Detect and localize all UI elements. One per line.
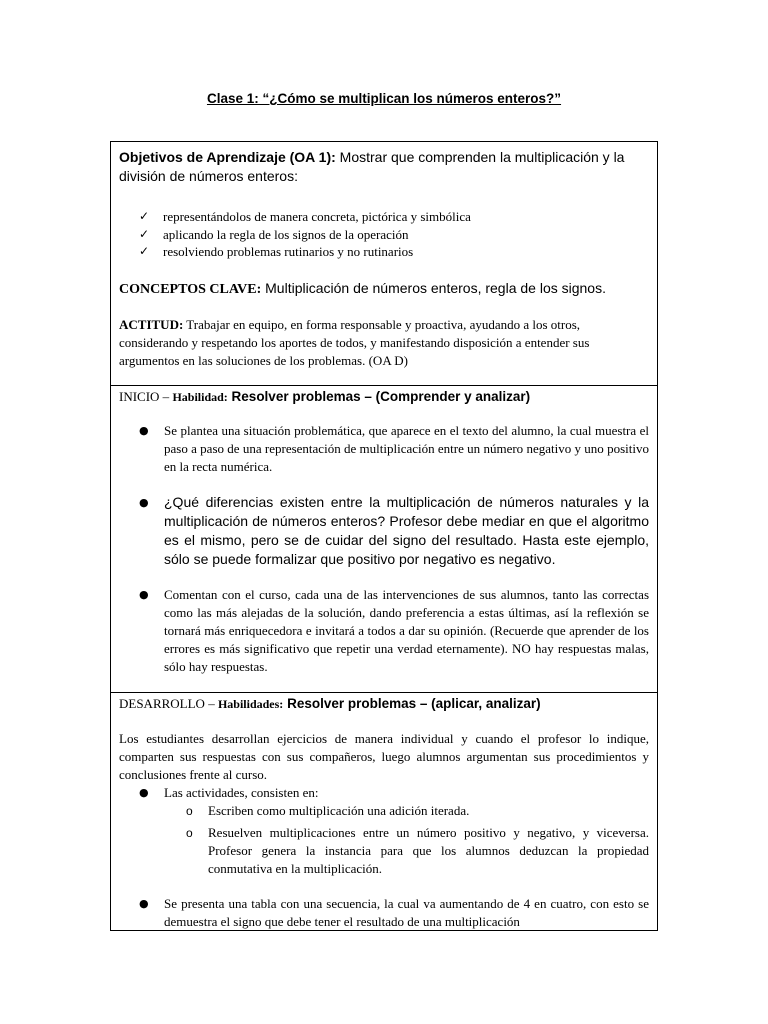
objectives-text: Mostrar que comprenden la multiplicación y la división de números enteros: [119,149,625,184]
objectives-cell [111,142,657,386]
desarrollo-cell [111,693,657,931]
conceptos-label: CONCEPTOS CLAVE: [119,282,262,297]
sub-list-item: o Resuelven multiplicaciones entre un número positivo y negativo, y viceversa. Profesor genera la instancia para que los alumnos deduzcan la propiedad conmutativa en la multiplicación. [186,825,649,876]
list-item: ● ¿Qué diferencias existen entre la multiplicación de números naturales y la multiplicación de números enteros? Profesor debe mediar en que el algoritmo es el mismo, pero se de cuidar del signo del resultado. Hasta este ejemplo, sólo se puede formalizar que positivo por negativo es negativo. [139,494,649,567]
list-item: ● Se plantea una situación problemática, que aparece en el texto del alumno, la cual muestra el paso a paso de una representación de multiplicación entre un número negativo y uno positivo en la recta numérica. [139,423,649,474]
list-item: ● Se presenta una tabla con una secuencia, la cual va aumentando de 4 en cuatro, con esto se demuestra el signo que debe tener el resultado de una multiplicación [139,896,649,929]
bullet-icon: ● [139,786,149,799]
actitud-label: ACTITUD: [119,317,184,332]
conceptos-clave [119,279,649,299]
list-item: ✓ aplicando la regla de los signos de la operación [139,226,409,242]
conceptos-text: Multiplicación de números enteros, regla de los signos. [261,280,606,296]
checkmark-icon: ✓ [139,244,150,258]
sub-list-item: o Escriben como multiplicación una adición iterada. [186,803,470,818]
list-item: ● Las actividades, consisten en: [139,785,319,800]
objectives-heading: Objetivos de Aprendizaje (OA 1): [119,149,336,165]
list-item: ● Comentan con el curso, cada una de las intervenciones de sus alumnos, tanto las correctas como las más alejadas de la solución, dando preferencia a estas últimas, así la reflexión se tornará más enriquecedora e invitará a todos a dar su opinión. (Recuerde que aprender de los errores es más significativo que repetir una verdad eternamente). NO hay respuestas malas, sólo hay respuestas. [139,587,649,674]
bullet-icon: ● [139,496,149,509]
inicio-heading: INICIO – Habilidad: Resolver problemas – (Comprender y analizar) [119,389,531,404]
desarrollo-heading: DESARROLLO – Habilidades: Resolver problemas – (aplicar, analizar) [119,696,541,711]
objectives-list [139,208,649,261]
desarrollo-intro: Los estudiantes desarrollan ejercicios de manera individual y cuando el profesor lo indique, comparten sus respuestas con sus compañeros, luego alumnos argumentan sus procedimientos y conclusiones frente al curso. [119,731,649,782]
lesson-table [110,141,658,931]
circle-bullet-icon: o [186,804,193,818]
actitud-text: Trabajar en equipo, en forma responsable y proactiva, ayudando a los otros, considerando y respetando los aportes de todos, y manifestando disposición a entender sus argumentos en las soluciones de los problemas. (OA D) [119,317,590,368]
circle-bullet-icon: o [186,826,193,840]
page-title: Clase 1: “¿Cómo se multiplican los números enteros?” [206,91,562,106]
bullet-icon: ● [139,588,149,601]
checkmark-icon: ✓ [139,209,150,223]
checkmark-icon: ✓ [139,226,150,241]
inicio-cell [111,386,657,693]
list-item: ✓ representándolos de manera concreta, pictórica y simbólica [139,209,471,224]
objectives-paragraph [119,148,649,186]
actitud [119,316,649,370]
bullet-icon: ● [139,897,149,910]
list-item: ✓ resolviendo problemas rutinarios y no rutinarios [139,244,414,259]
bullet-icon: ● [139,424,149,437]
